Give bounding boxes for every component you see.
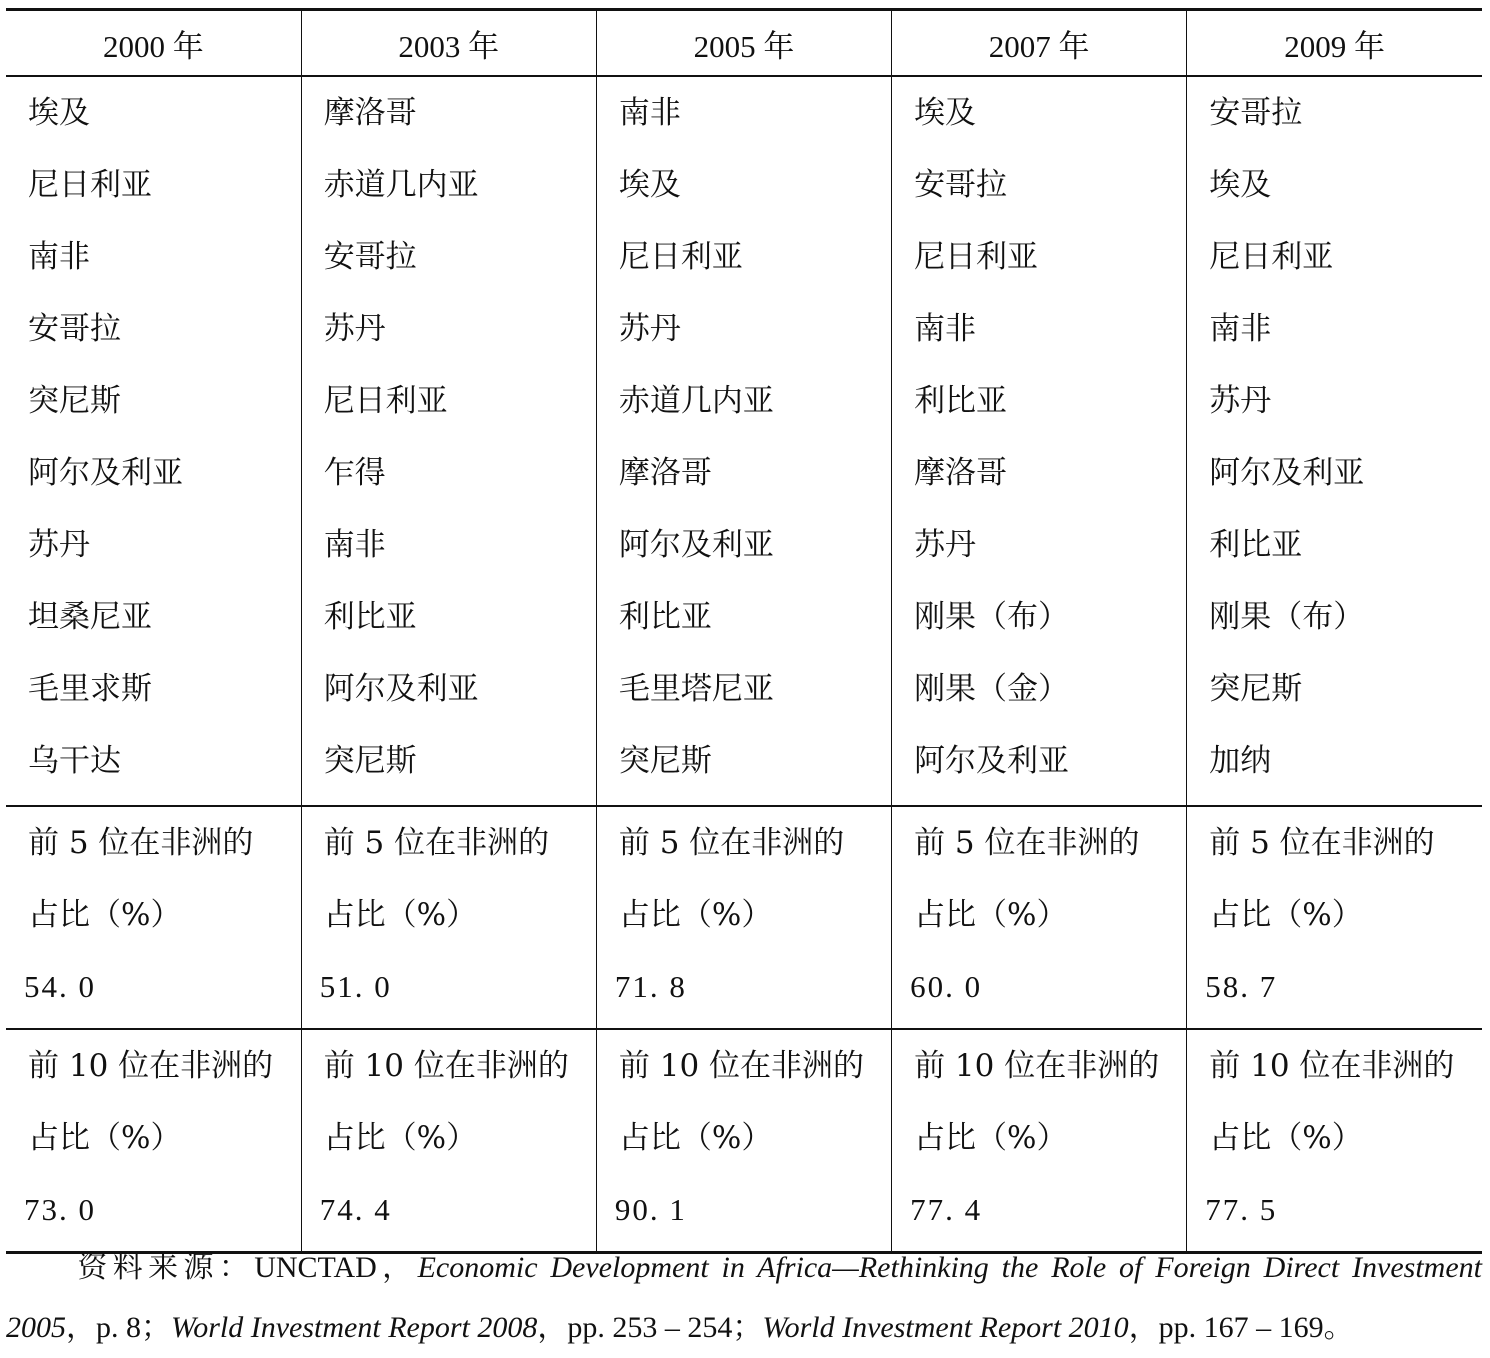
- country-cell: 尼日利亚: [1209, 239, 1334, 275]
- country-cell: 利比亚: [618, 599, 712, 635]
- country-cell: 阿尔及利亚: [914, 743, 1070, 779]
- country-cell: 毛里求斯: [28, 671, 152, 707]
- top5-label-line1: 前 5 位在非洲的: [618, 825, 845, 861]
- top5-label-line2: 占比（%）: [618, 897, 773, 933]
- country-cell: 利比亚: [1209, 527, 1303, 563]
- top10-value: 74. 4: [319, 1192, 392, 1227]
- top5-value: 71. 8: [614, 969, 687, 1004]
- top5-share-row: [6, 806, 1482, 1029]
- country-cell: 尼日利亚: [914, 239, 1039, 275]
- source-title-1: Economic Development in Africa—Rethinking the Role of Foreign Direct Investment 2005: [6, 1251, 1482, 1344]
- country-cell: 阿尔及利亚: [1209, 455, 1365, 491]
- header-2000: 2000 年: [6, 10, 301, 77]
- countries-2003: [301, 76, 596, 806]
- top10-value: 73. 0: [24, 1192, 96, 1227]
- header-row: [6, 10, 1482, 77]
- countries-row: [6, 76, 1482, 806]
- country-cell: 阿尔及利亚: [323, 671, 479, 707]
- country-cell: 坦桑尼亚: [28, 599, 152, 635]
- country-cell: 阿尔及利亚: [618, 527, 774, 563]
- country-cell: 加纳: [1209, 743, 1272, 779]
- top10-label-line2: 占比（%）: [1209, 1120, 1363, 1156]
- country-cell: 突尼斯: [28, 383, 121, 419]
- country-cell: 乌干达: [28, 743, 121, 779]
- top10-label-line1: 前 10 位在非洲的: [323, 1048, 569, 1084]
- top5-2005: [596, 806, 891, 1029]
- country-cell: 埃及: [28, 95, 90, 131]
- country-cell: 利比亚: [323, 599, 417, 635]
- top10-label-line1: 前 10 位在非洲的: [28, 1048, 274, 1084]
- country-cell: 苏丹: [1209, 383, 1272, 419]
- country-cell: 苏丹: [28, 527, 90, 563]
- country-cell: 南非: [28, 239, 90, 275]
- country-cell: 毛里塔尼亚: [618, 671, 774, 707]
- top5-label-line2: 占比（%）: [28, 897, 182, 933]
- top5-value: 58. 7: [1205, 969, 1278, 1004]
- country-cell: 安哥拉: [323, 239, 417, 275]
- top10-2009: [1187, 1029, 1482, 1253]
- country-cell: 苏丹: [914, 527, 977, 563]
- country-cell: 南非: [1209, 311, 1272, 347]
- source-prefix: 资料来源：UNCTAD，: [72, 1251, 418, 1284]
- top10-label-line1: 前 10 位在非洲的: [618, 1048, 865, 1084]
- top5-value: 51. 0: [319, 969, 392, 1004]
- countries-2005: [596, 76, 891, 806]
- top10-label-line2: 占比（%）: [618, 1120, 773, 1156]
- source-pages-2: ，pp. 253 – 254；: [537, 1311, 763, 1344]
- top10-2005: [596, 1029, 891, 1253]
- header-2007: 2007 年: [892, 10, 1187, 77]
- top10-value: 77. 5: [1205, 1192, 1278, 1227]
- country-cell: 突尼斯: [618, 743, 712, 779]
- country-cell: 尼日利亚: [28, 167, 152, 203]
- country-cell: 南非: [323, 527, 386, 563]
- top5-label-line2: 占比（%）: [914, 897, 1068, 933]
- country-cell: 南非: [618, 95, 681, 131]
- top10-label-line1: 前 10 位在非洲的: [1209, 1048, 1455, 1084]
- fdi-table-container: [6, 8, 1482, 1254]
- country-cell: 摩洛哥: [914, 455, 1008, 491]
- country-cell: 利比亚: [914, 383, 1008, 419]
- top10-2000: [6, 1029, 301, 1253]
- top5-label-line2: 占比（%）: [1209, 897, 1363, 933]
- header-2009: 2009 年: [1187, 10, 1482, 77]
- source-title-3: World Investment Report 2010: [762, 1311, 1129, 1344]
- country-cell: 摩洛哥: [323, 95, 417, 131]
- top5-value: 60. 0: [910, 969, 983, 1004]
- country-cell: 埃及: [914, 95, 977, 131]
- country-cell: 突尼斯: [1209, 671, 1303, 707]
- countries-2007: [892, 76, 1187, 806]
- country-cell: 安哥拉: [1209, 95, 1303, 131]
- country-cell: 乍得: [323, 455, 386, 491]
- source-pages-3: ，pp. 167 – 169。: [1128, 1311, 1354, 1344]
- country-cell: 摩洛哥: [618, 455, 712, 491]
- country-cell: 埃及: [1209, 167, 1272, 203]
- country-cell: 突尼斯: [323, 743, 417, 779]
- top5-label-line2: 占比（%）: [323, 897, 478, 933]
- country-cell: 埃及: [618, 167, 681, 203]
- top5-label-line1: 前 5 位在非洲的: [1209, 825, 1435, 861]
- country-cell: 苏丹: [323, 311, 386, 347]
- top10-value: 77. 4: [910, 1192, 983, 1227]
- top5-label-line1: 前 5 位在非洲的: [323, 825, 550, 861]
- top5-2007: [892, 806, 1187, 1029]
- country-cell: 南非: [914, 311, 977, 347]
- country-cell: 刚果（布）: [914, 599, 1070, 635]
- top10-label-line1: 前 10 位在非洲的: [914, 1048, 1160, 1084]
- top10-label-line2: 占比（%）: [323, 1120, 478, 1156]
- fdi-destination-table: [6, 8, 1482, 1254]
- source-pages-1: ，p. 8；: [66, 1311, 171, 1344]
- top5-2009: [1187, 806, 1482, 1029]
- source-title-2: World Investment Report 2008: [171, 1311, 538, 1344]
- country-cell: 尼日利亚: [323, 383, 448, 419]
- country-cell: 刚果（金）: [914, 671, 1070, 707]
- country-cell: 尼日利亚: [618, 239, 743, 275]
- source-note: [6, 1238, 1482, 1358]
- countries-2000: [6, 76, 301, 806]
- top5-2003: [301, 806, 596, 1029]
- top5-2000: [6, 806, 301, 1029]
- top10-label-line2: 占比（%）: [28, 1120, 182, 1156]
- top10-2007: [892, 1029, 1187, 1253]
- country-cell: 赤道几内亚: [618, 383, 774, 419]
- top10-2003: [301, 1029, 596, 1253]
- country-cell: 安哥拉: [914, 167, 1008, 203]
- header-2005: 2005 年: [596, 10, 891, 77]
- country-cell: 阿尔及利亚: [28, 455, 183, 491]
- top5-value: 54. 0: [24, 969, 96, 1004]
- top10-share-row: [6, 1029, 1482, 1253]
- country-cell: 赤道几内亚: [323, 167, 479, 203]
- countries-2009: [1187, 76, 1482, 806]
- country-cell: 苏丹: [618, 311, 681, 347]
- country-cell: 安哥拉: [28, 311, 121, 347]
- country-cell: 刚果（布）: [1209, 599, 1365, 635]
- top5-label-line1: 前 5 位在非洲的: [914, 825, 1140, 861]
- top5-label-line1: 前 5 位在非洲的: [28, 825, 254, 861]
- header-2003: 2003 年: [301, 10, 596, 77]
- top10-value: 90. 1: [614, 1192, 687, 1227]
- top10-label-line2: 占比（%）: [914, 1120, 1068, 1156]
